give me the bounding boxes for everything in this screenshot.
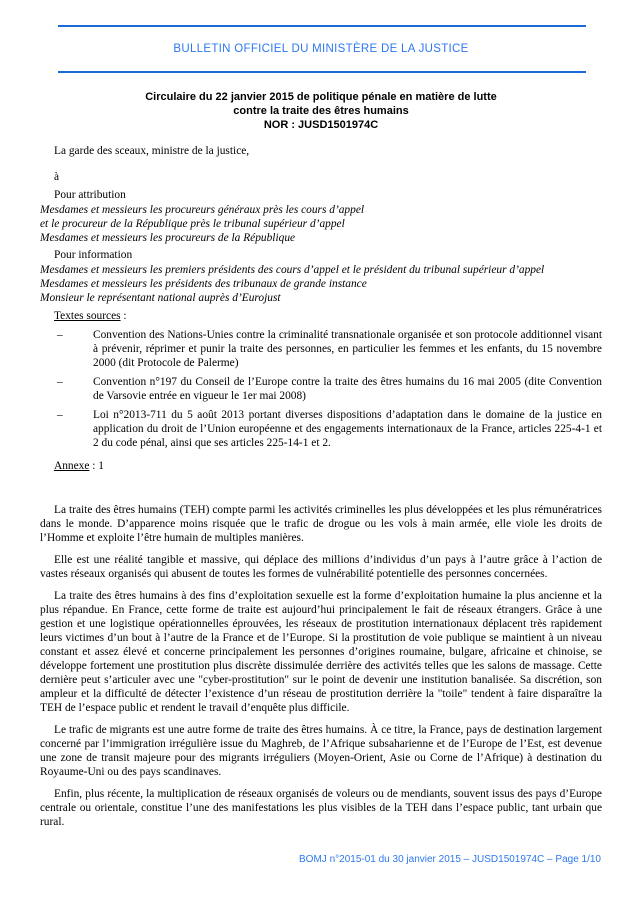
source-item-text: Convention n°197 du Conseil de l’Europe contre la traite des êtres humains du 16 mai 2005 (dite Convention de Varsovie entrée en vigueur le 1er mai 2008)	[93, 376, 602, 402]
sources-heading	[40, 309, 602, 323]
information-recipient-line: Mesdames et messieurs les présidents des tribunaux de grande instance	[40, 278, 367, 290]
header-rule-bottom	[58, 71, 586, 73]
dash-bullet: –	[57, 376, 63, 388]
annexe-heading	[40, 459, 602, 473]
document-title-line2: contre la traite des êtres humains	[233, 105, 409, 117]
dash-bullet: –	[57, 329, 63, 341]
information-recipient-line: Mesdames et messieurs les premiers présidents des cours d’appel et le président du tribunal supérieur d’appel	[40, 264, 545, 276]
attribution-label: Pour attribution	[54, 189, 126, 201]
body-paragraph-5: Enfin, plus récente, la multiplication de réseaux organisés de voleurs ou de mendiants, souvent issus des pays d’Europe centrale ou orientale, constitue l’une des manifestations les plus visibles de la TEH dans l’espace public, tant urbain que rural.	[40, 788, 602, 828]
attribution-recipient-line: et le procureur de la République près le tribunal supérieur d’appel	[40, 218, 345, 230]
annexe-heading-value: : 1	[89, 460, 104, 472]
dash-bullet: –	[57, 409, 63, 421]
attribution-recipient-line: Mesdames et messieurs les procureurs généraux près les cours d’appel	[40, 204, 365, 216]
source-item-1	[40, 328, 602, 370]
body-paragraph-1: La traite des êtres humains (TEH) compte parmi les activités criminelles les plus développées et les plus rémunératrices dans le monde. D’apparence moins risquée que le trafic de drogue ou les vols à main armée, elle viole les droits de l’Homme et exploite l’être humain de multiples manières.	[40, 504, 602, 544]
sources-heading-label: Textes sources	[54, 310, 121, 322]
masthead-title: BULLETIN OFFICIEL DU MINISTÈRE DE LA JUSTICE	[173, 43, 469, 55]
source-item-3	[40, 408, 602, 450]
nor-reference: NOR : JUSD1501974C	[263, 119, 379, 131]
source-item-text: Convention des Nations-Unies contre la criminalité transnationale organisée et son protocole additionnel visant à prévenir, réprimer et punir la traite des personnes, en particulier les femmes et les enfants, du 15 novembre 2000 (dit Protocole de Palerme)	[93, 329, 602, 369]
sources-list	[40, 328, 602, 450]
body-paragraph-3: La traite des êtres humains à des fins d’exploitation sexuelle est la forme d’exploitation humaine la plus ancienne et la plus répandue. En France, cette forme de traite est aujourd’hui principalement le fait de réseaux étrangers. Grâce à une gestion et une logistique opérationnelles éprouvées, les réseaux de prostitution internationaux déplacent très rapidement leurs victimes d’un bout à l’autre de la France et de l’Europe. Si la prostitution de voie publique se maintient à un niveau constant et assez élevé et concerne principalement les personnes d’origines roumaine, bulgare, africaine et chinoise, se développe fortement une prostitution plus discrète dissimulée derrière des activités telles que les salons de massage. Cette dernière peut s’articuler avec une "cyber-prostitution" sur le point de devenir une institution banalisée. Sa discrétion, son ampleur et la difficulté de détecter l’existence d’un réseau de prostitution derrière la "toile" tendent à faire disparaître la TEH de l’espace public et rendent le travail d’enquête plus difficile.	[40, 590, 602, 714]
information-recipients	[40, 263, 602, 305]
sources-heading-colon: :	[120, 310, 127, 322]
salutation-line: La garde des sceaux, ministre de la justice,	[54, 145, 250, 157]
attribution-recipient-line: Mesdames et messieurs les procureurs de la République	[40, 232, 296, 244]
page-footer-reference: BOMJ n°2015-01 du 30 janvier 2015 – JUSD1501974C – Page 1/10	[299, 854, 601, 865]
information-label: Pour information	[54, 249, 133, 261]
annexe-heading-label: Annexe	[54, 460, 90, 472]
body-paragraph-2: Elle est une réalité tangible et massive, qui déplace des millions d’individus d’un pays à l’autre grâce à l’action de vastes réseaux organisés qui abusent de toutes les formes de vulnérabilité potentielle des personnes concernées.	[40, 554, 602, 580]
document-title-line1: Circulaire du 22 janvier 2015 de politique pénale en matière de lutte	[145, 91, 497, 103]
addressee-marker: à	[54, 171, 60, 183]
source-item-text: Loi n°2013-711 du 5 août 2013 portant diverses dispositions d’adaptation dans le domaine de la justice en application du droit de l’Union européenne et des engagements internationaux de la France, articles 225-4-1 et 2 du code pénal, ainsi que ses articles 225-14-1 et 2.	[93, 409, 602, 449]
information-recipient-line: Monsieur le représentant national auprès d’Eurojust	[40, 292, 281, 304]
source-item-2	[40, 375, 602, 403]
body-paragraph-4: Le trafic de migrants est une autre forme de traite des êtres humains. À ce titre, la France, pays de destination largement concerné par l’immigration irrégulière issue du Maghreb, de l’Afrique subsaharienne et de l’Europe de l’Est, est devenue une zone de transit majeure pour des migrants irréguliers (Moyen-Orient, Asie ou Corne de l’Afrique) à destination du Royaume-Uni ou des pays scandinaves.	[40, 724, 602, 778]
document-title-block	[40, 90, 602, 132]
attribution-recipients	[40, 203, 602, 245]
